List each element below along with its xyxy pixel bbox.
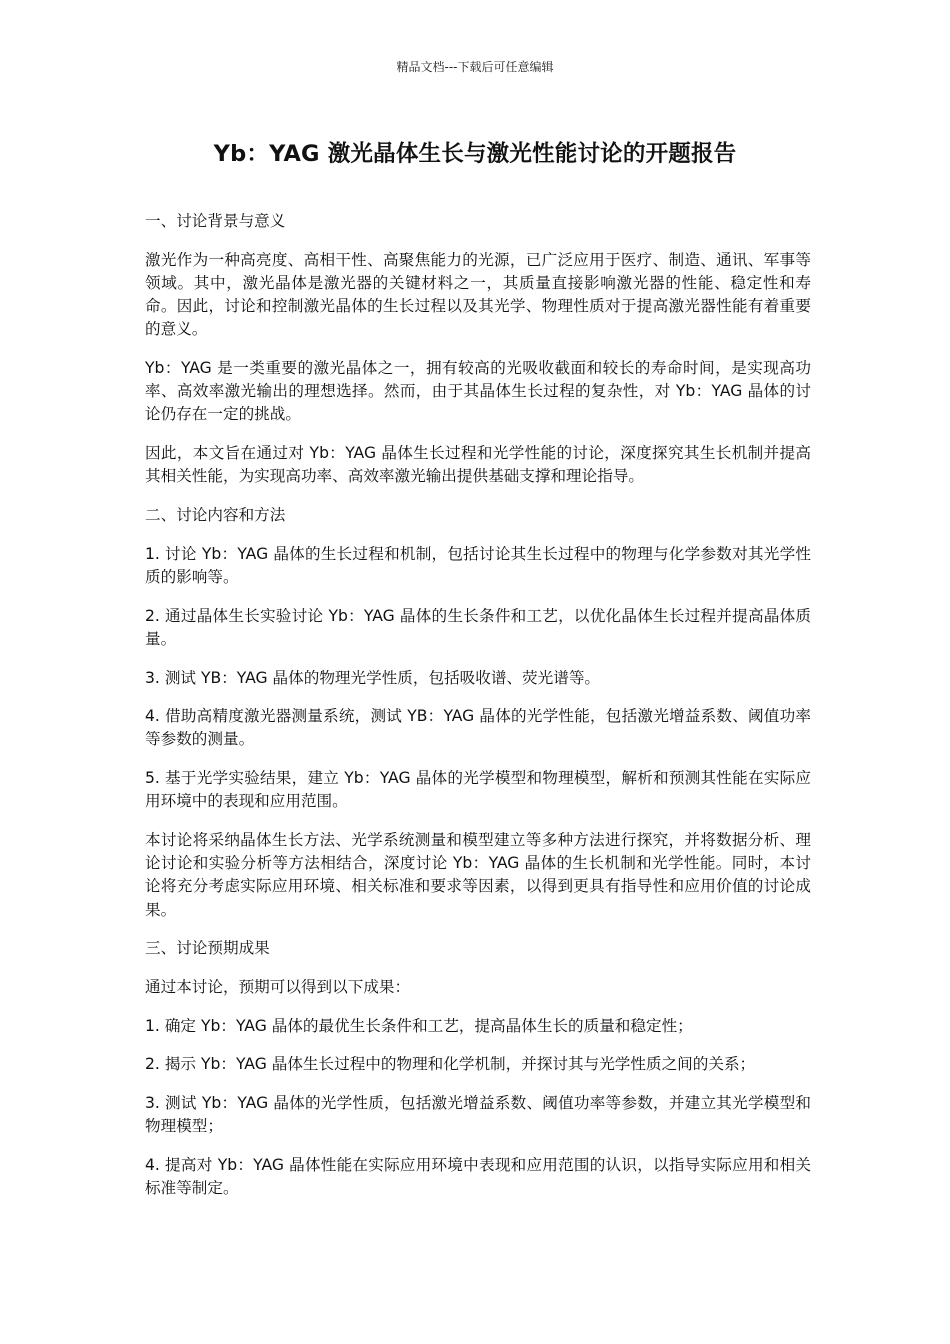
list-item: 1. 确定 Yb：YAG 晶体的最优生长条件和工艺，提高晶体生长的质量和稳定性； — [145, 1016, 693, 1035]
header-note: 精品文档---下载后可任意编辑 — [396, 60, 554, 74]
paragraph: 激光作为一种高亮度、高相干性、高聚焦能力的光源，已广泛应用于医疗、制造、通讯、军事等领域。其中，激光晶体是激光器的关键材料之一，其质量直接影响激光器的性能、稳定性和寿命。因此，讨论和控制激光晶体的生长过程以及其光学、物理性质对于提高激光器性能有着重要的意义。 — [145, 250, 811, 339]
paragraph: 通过本讨论，预期可以得到以下成果： — [145, 978, 411, 997]
list-item: 5. 基于光学实验结果，建立 Yb：YAG 晶体的光学模型和物理模型，解析和预测其性能在实际应用环境中的表现和应用范围。 — [145, 769, 811, 811]
list-item: 3. 测试 YB：YAG 晶体的物理光学性质，包括吸收谱、荧光谱等。 — [145, 668, 601, 687]
section-heading-methods: 二、讨论内容和方法 — [145, 506, 286, 525]
document-title: Yb：YAG 激光晶体生长与激光性能讨论的开题报告 — [213, 141, 737, 167]
paragraph: Yb：YAG 是一类重要的激光晶体之一，拥有较高的光吸收截面和较长的寿命时间，是实现高功率、高效率激光输出的理想选择。然而，由于其晶体生长过程的复杂性，对 Yb：YAG 晶体的讨论仍存在一定的挑战。 — [145, 359, 811, 424]
list-item: 4. 提高对 Yb：YAG 晶体性能在实际应用环境中表现和应用范围的认识，以指导实际应用和相关标准等制定。 — [145, 1156, 811, 1198]
list-item: 1. 讨论 Yb：YAG 晶体的生长过程和机制，包括讨论其生长过程中的物理与化学参数对其光学性质的影响等。 — [145, 544, 811, 586]
paragraph: 本讨论将采纳晶体生长方法、光学系统测量和模型建立等多种方法进行探究，并将数据分析、理论讨论和实验分析等方法相结合，深度讨论 Yb：YAG 晶体的生长机制和光学性能。同时，本讨论将充分考虑实际应用环境、相关标准和要求等因素，以得到更具有指导性和应用价值的讨论成果。 — [145, 831, 811, 919]
list-item: 2. 揭示 Yb：YAG 晶体生长过程中的物理和化学机制，并探讨其与光学性质之间的关系； — [145, 1055, 756, 1074]
list-item: 3. 测试 Yb：YAG 晶体的光学性质，包括激光增益系数、阈值功率等参数，并建立其光学模型和物理模型； — [145, 1094, 811, 1136]
list-item: 4. 借助高精度激光器测量系统，测试 YB：YAG 晶体的光学性能，包括激光增益系数、阈值功率等参数的测量。 — [145, 707, 811, 749]
paragraph: 因此，本文旨在通过对 Yb：YAG 晶体生长过程和光学性能的讨论，深度探究其生长机制并提高其相关性能，为实现高功率、高效率激光输出提供基础支撑和理论指导。 — [145, 444, 811, 486]
section-heading-background: 一、讨论背景与意义 — [145, 212, 286, 230]
section-heading-outcomes: 三、讨论预期成果 — [145, 939, 270, 958]
list-item: 2. 通过晶体生长实验讨论 Yb：YAG 晶体的生长条件和工艺，以优化晶体生长过程并提高晶体质量。 — [145, 606, 811, 648]
document-body — [145, 210, 811, 1216]
